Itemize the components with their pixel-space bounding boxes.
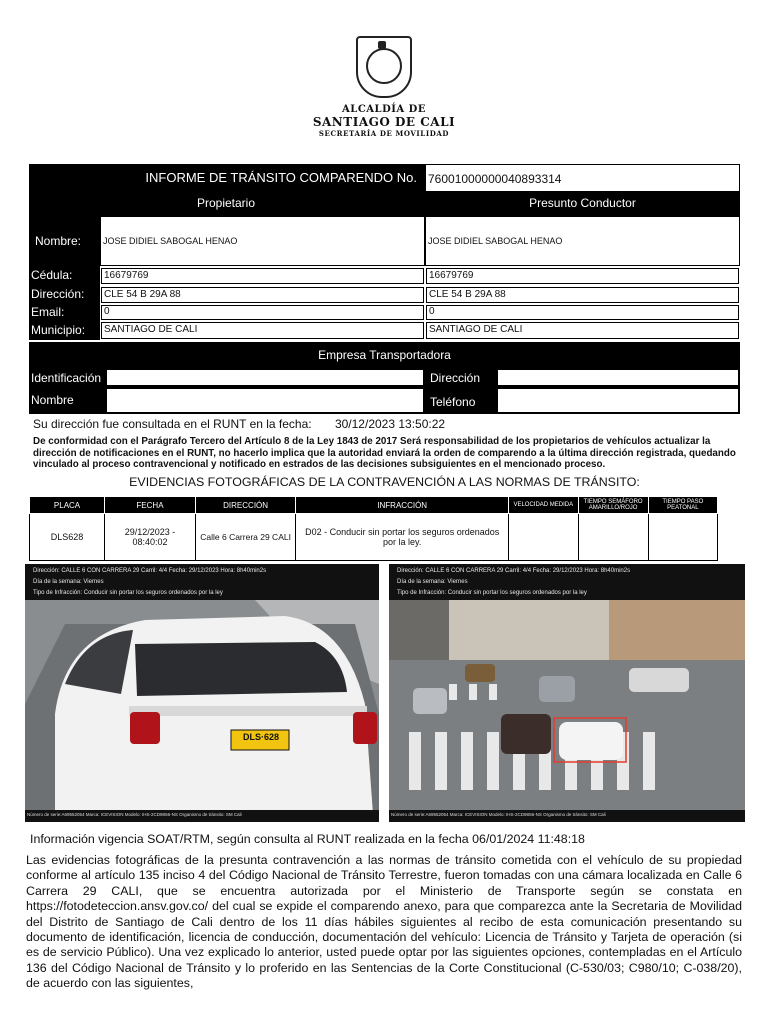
- id-label: Cédula:: [29, 266, 100, 285]
- closeup-overlay-line1: Dirección: CALLE 6 CON CARRERA 29 Carril: 4/4 Fecha: 29/12/2023 Hora: 8h40min2s: [33, 568, 267, 574]
- closeup-overlay-line2: Día de la semana: Viernes: [33, 579, 104, 585]
- street-overlay-line2: Día de la semana: Viernes: [397, 579, 468, 585]
- closeup-car-image: [25, 564, 379, 822]
- company-name-label: Nombre: [29, 387, 105, 413]
- street-scene-image: [389, 564, 745, 822]
- city-logo: [300, 36, 468, 138]
- company-address-label: Dirección: [426, 369, 496, 387]
- logo-line1: ALCALDÍA DE: [342, 104, 426, 115]
- evidence-photo-closeup: [25, 564, 379, 822]
- col-plate: PLACA: [30, 497, 105, 514]
- driver-header: Presunto Conductor: [529, 196, 636, 210]
- report-title: INFORME DE TRÁNSITO COMPARENDO No.: [29, 164, 425, 192]
- runt-consult-text: Su dirección fue consultada en el RUNT en la fecha:: [33, 417, 312, 431]
- row-infraction: D02 - Conducir sin portar los seguros ordenados por la ley.: [296, 514, 509, 561]
- col-date: FECHA: [105, 497, 196, 514]
- owner-header: Propietario: [196, 196, 256, 210]
- company-header: Empresa Transportadora: [29, 342, 740, 368]
- street-overlay: [389, 566, 745, 599]
- soat-line: [30, 832, 740, 846]
- row-speed: [509, 514, 578, 561]
- runt-consult-line: [33, 417, 738, 431]
- col-pedestrian-time: TIEMPO PASO PEATONAL: [648, 497, 717, 514]
- row-pedestrian-time: [648, 514, 717, 561]
- closeup-overlay: [25, 566, 379, 599]
- name-label: Nombre:: [29, 216, 100, 266]
- street-footer: Número de serie:A69552054 Marca: ICEVISION Modelo: IHS-2CD9856-NS Organismo de tránsito: SM Cali: [391, 812, 606, 817]
- row-address: Calle 6 Carrera 29 CALI: [195, 514, 295, 561]
- closeup-overlay-line3: Tipo de Infracción: Conducir sin portar los seguros ordenados por la ley: [33, 590, 223, 596]
- owner-id-value: 16679769: [101, 268, 424, 284]
- driver-city-value: SANTIAGO DE CALI: [426, 322, 739, 339]
- identification-value: [106, 369, 424, 386]
- phone-value: [497, 388, 739, 413]
- report-number: 76001000000040893314: [425, 164, 740, 192]
- row-date: 29/12/2023 - 08:40:02: [105, 514, 196, 561]
- city-seal-icon: [356, 36, 412, 98]
- logo-line3: SECRETARÍA DE MOVILIDAD: [318, 129, 450, 138]
- evidence-title: EVIDENCIAS FOTOGRÁFICAS DE LA CONTRAVENCIÓN A LAS NORMAS DE TRÁNSITO:: [129, 475, 640, 489]
- company-address-value: [497, 369, 739, 386]
- col-infraction: INFRACCIÓN: [296, 497, 509, 514]
- logo-line2: SANTIAGO DE CALI: [312, 115, 456, 129]
- owner-address-value: CLE 54 B 29A 88: [101, 287, 424, 303]
- city-label: Municipio:: [29, 321, 100, 340]
- owner-city-value: SANTIAGO DE CALI: [101, 322, 424, 339]
- license-plate: DLS·628: [242, 732, 279, 742]
- address-label: Dirección:: [29, 285, 100, 304]
- col-speed: VELOCIDAD MEDIDA: [509, 497, 578, 514]
- legal-notice: De conformidad con el Parágrafo Tercero del Artículo 8 de la Ley 1843 de 2017 Será responsabilidad de los propietarios de vehículos actualizar la dirección de notificaciones en el RUNT, no hacerlo implica que la autoridad enviará la orden de comparendo a la última dirección registrada, quedando vinculado al proceso contravencional y notificado en estrados de las decisiones subsiguientes en el mencionado proceso.: [33, 436, 736, 470]
- evidence-photo-street: [389, 564, 745, 822]
- row-plate: DLS628: [30, 514, 105, 561]
- driver-name-value: JOSE DIDIEL SABOGAL HENAO: [425, 216, 740, 266]
- soat-date: 06/01/2024 11:48:18: [472, 832, 585, 846]
- driver-id-value: 16679769: [426, 268, 739, 284]
- phone-label: Teléfono: [426, 387, 496, 413]
- row-light-time: [578, 514, 648, 561]
- soat-text: Información vigencia SOAT/RTM, según consulta al RUNT realizada en la fecha: [30, 832, 469, 846]
- owner-name-value: JOSE DIDIEL SABOGAL HENAO: [100, 216, 425, 266]
- body-paragraph: Las evidencias fotográficas de la presunta contravención a las normas de tránsito cometida con el vehículo de su propiedad conforme al artículo 135 inciso 4 del Código Nacional de Tránsito Terrestre, fueron tomadas con una cámara localizada en Calle 6 Carrera 29 CALI, que se encuentra autorizada por el Ministerio de Transporte según se constata en https://fotodeteccion.ansv.gov.co/ del cual se expide el comparendo anexo, para que comparezca ante la Secretaria de Movilidad del Distrito de Santiago de Cali dentro de los 11 días hábiles siguientes al recibo de esta comunicación presentando su documento de identificación, licencia de conducción, documentación del vehículo: Licencia de Tránsito y Tarjeta de operación (si es de servicio Público). Una vez explicado lo anterior, usted puede optar por las siguientes opciones, contempladas en el Artículo 136 del Código Nacional de Tránsito y lo proferido en las Sentencias de la Corte Constitucional (C-530/03; C980/10; C-038/20), de acuerdo con las siguientes,: [26, 853, 742, 991]
- driver-email-value: 0: [426, 305, 739, 320]
- driver-address-value: CLE 54 B 29A 88: [426, 287, 739, 303]
- evidence-table-header: [30, 497, 718, 514]
- evidence-table: [29, 496, 718, 561]
- col-light-time: TIEMPO SEMÁFORO AMARILLO/ROJO: [578, 497, 648, 514]
- company-name-value: [106, 388, 424, 413]
- col-address: DIRECCIÓN: [195, 497, 295, 514]
- street-overlay-line3: Tipo de Infracción: Conducir sin portar los seguros ordenados por la ley: [397, 590, 587, 596]
- identification-label: Identificación: [29, 369, 105, 387]
- runt-consult-date: 30/12/2023 13:50:22: [334, 417, 446, 431]
- owner-email-value: 0: [101, 305, 424, 320]
- email-label: Email:: [29, 304, 100, 321]
- table-row: [30, 514, 718, 561]
- closeup-footer: Número de serie:A69552054 Marca: ICEVISION Modelo: IHS-2CD9856-NS Organismo de tránsito: SM Cali: [27, 812, 242, 817]
- street-overlay-line1: Dirección: CALLE 6 CON CARRERA 29 Carril: 4/4 Fecha: 29/12/2023 Hora: 8h40min2s: [397, 568, 631, 574]
